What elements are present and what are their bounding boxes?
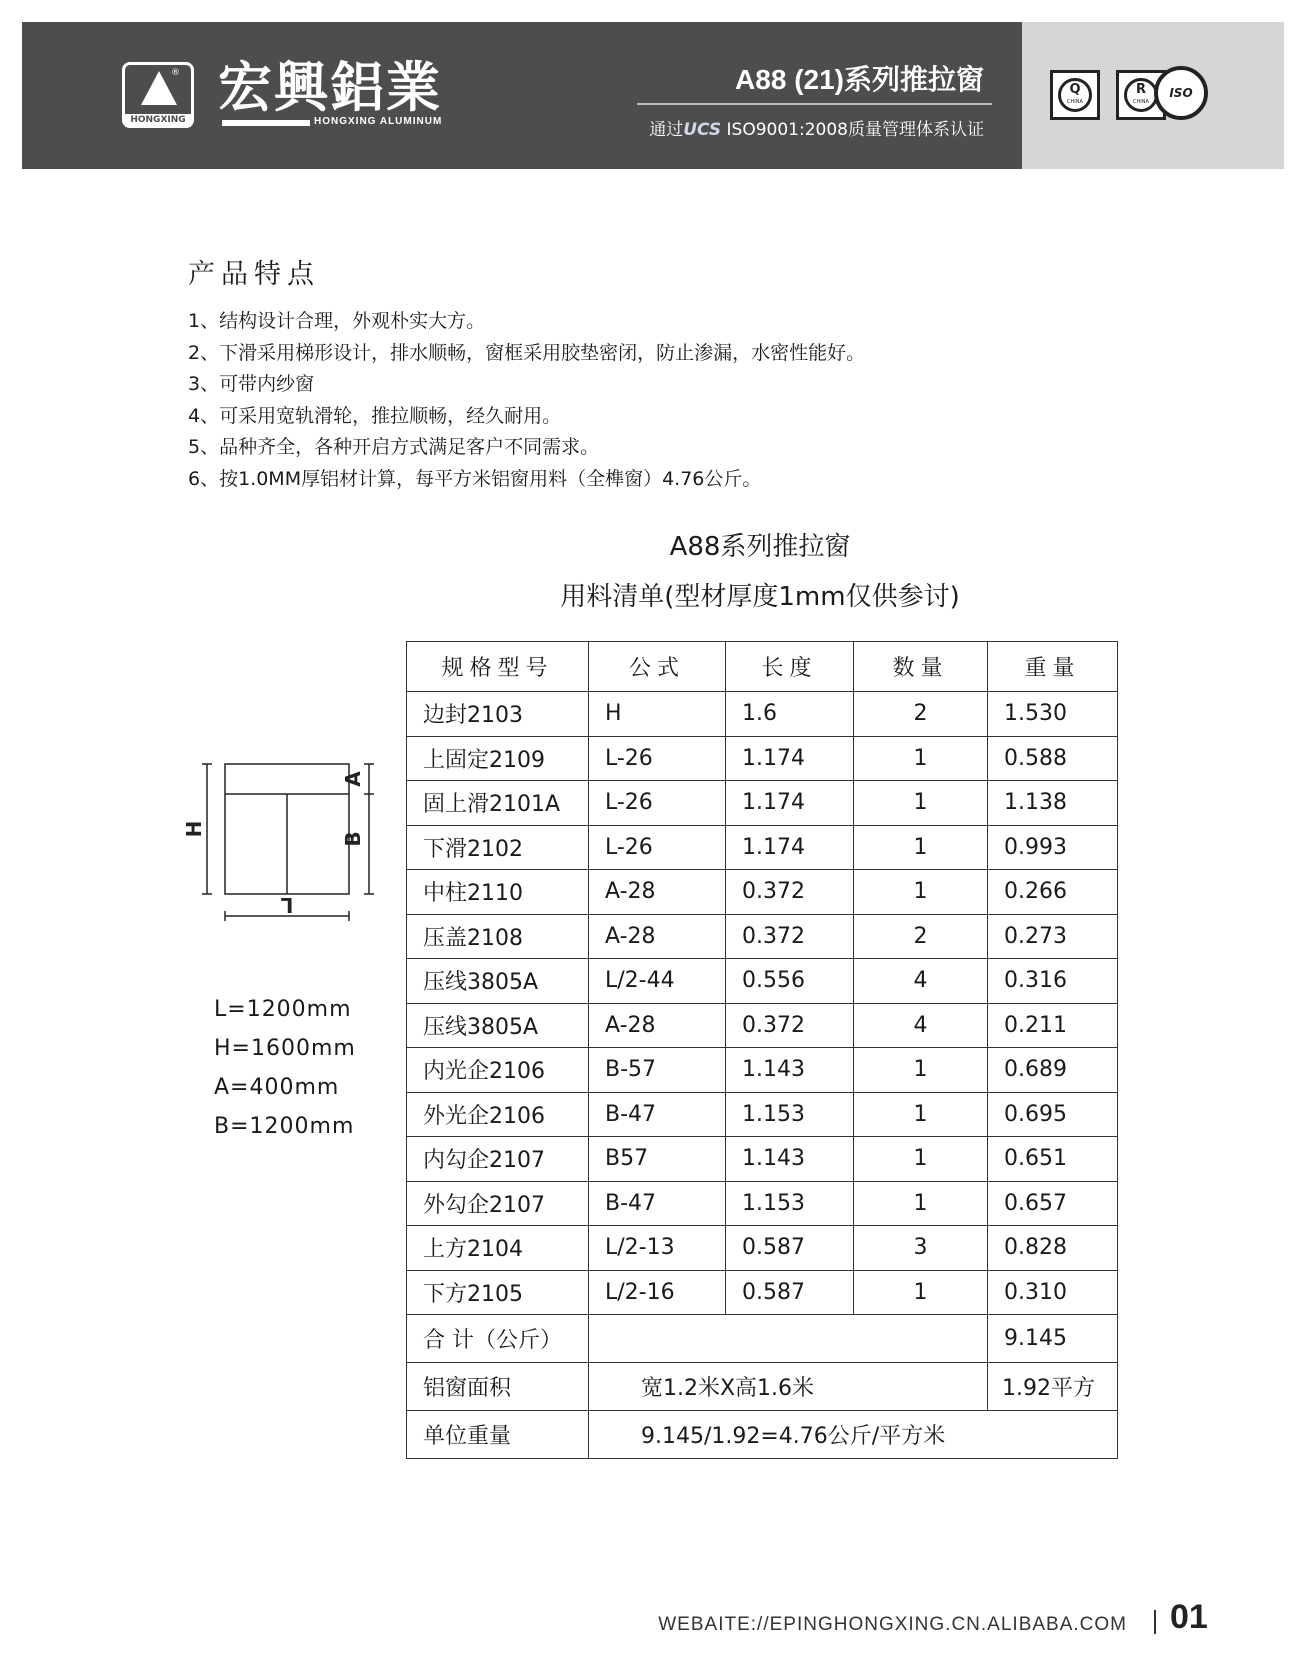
cell-weight: 0.828 [988, 1226, 1118, 1271]
cell-length: 1.174 [726, 781, 854, 826]
cell-weight: 0.651 [988, 1137, 1118, 1182]
table-row [407, 825, 1118, 870]
cell-length: 0.372 [726, 1003, 854, 1048]
cell-quantity: 1 [854, 870, 988, 915]
cell-quantity: 1 [854, 1048, 988, 1093]
cell-quantity: 1 [854, 736, 988, 781]
cell-weight: 0.689 [988, 1048, 1118, 1093]
cell-quantity: 2 [854, 914, 988, 959]
cell-formula: B-47 [589, 1092, 726, 1137]
cell-formula: B57 [589, 1137, 726, 1182]
feature-item: 3、可带内纱窗 [188, 373, 315, 395]
header-divider [637, 103, 992, 105]
series-title: A88 (21)系列推拉窗 [735, 64, 984, 95]
dimension-l: L=1200mm [214, 997, 352, 1022]
quality-badge-ring [1058, 78, 1092, 112]
certification-text [649, 115, 984, 140]
cell-length: 1.143 [726, 1048, 854, 1093]
cell-length: 1.153 [726, 1181, 854, 1226]
h-label: H [182, 820, 206, 838]
table-row [407, 1003, 1118, 1048]
material-table [406, 641, 1118, 1459]
cell-quantity: 1 [854, 1137, 988, 1182]
footer-website-link[interactable]: WEBAITE://EPINGHONGXING.CN.ALIBABA.COM [658, 1614, 1127, 1635]
logo-text: HONGXING [125, 114, 191, 127]
total-empty [589, 1315, 988, 1363]
unit-weight-row [407, 1411, 1118, 1459]
cell-weight: 0.273 [988, 914, 1118, 959]
cell-formula: L-26 [589, 825, 726, 870]
cell-spec: 内勾企2107 [407, 1137, 589, 1182]
ucs-logo-text: UCS [683, 120, 722, 140]
cell-spec: 中柱2110 [407, 870, 589, 915]
dimension-h: H=1600mm [214, 1036, 356, 1061]
cell-spec: 压线3805A [407, 959, 589, 1004]
table-row [407, 1181, 1118, 1226]
area-row [407, 1363, 1118, 1411]
dimension-list [214, 990, 356, 1146]
header-length: 长度 [726, 642, 854, 692]
cell-length: 0.556 [726, 959, 854, 1004]
cell-formula: L/2-13 [589, 1226, 726, 1271]
cert-prefix: 通过 [649, 120, 684, 140]
cell-formula: A-28 [589, 870, 726, 915]
a-label: A [341, 771, 365, 787]
cell-quantity: 1 [854, 825, 988, 870]
cell-formula: B-47 [589, 1181, 726, 1226]
cell-weight: 0.588 [988, 736, 1118, 781]
brand-underline [222, 120, 310, 126]
iso-globe-icon: ISO [1154, 66, 1208, 120]
table-row [407, 959, 1118, 1004]
cell-spec: 下滑2102 [407, 825, 589, 870]
cell-weight: 0.657 [988, 1181, 1118, 1226]
header-quantity: 数量 [854, 642, 988, 692]
cell-spec: 外光企2106 [407, 1092, 589, 1137]
cell-spec: 外勾企2107 [407, 1181, 589, 1226]
cell-spec: 上方2104 [407, 1226, 589, 1271]
cell-quantity: 1 [854, 1181, 988, 1226]
cell-quantity: 1 [854, 1270, 988, 1315]
cell-length: 0.587 [726, 1226, 854, 1271]
quality-badge-letter: Q [1069, 82, 1081, 97]
feature-item: 6、按1.0MM厚铝材计算，每平方米铝窗用料（全榫窗）4.76公斤。 [188, 467, 762, 490]
table-row [407, 781, 1118, 826]
page-number: 01 [1170, 1598, 1208, 1636]
cell-weight: 0.310 [988, 1270, 1118, 1315]
cell-spec: 下方2105 [407, 1270, 589, 1315]
table-row [407, 1270, 1118, 1315]
registered-badge-sub: CHINA [1133, 99, 1149, 105]
table-row [407, 1092, 1118, 1137]
page-header [22, 22, 1284, 169]
cell-quantity: 4 [854, 1003, 988, 1048]
registered-badge-letter: R [1135, 82, 1146, 97]
cell-formula: L/2-44 [589, 959, 726, 1004]
cell-weight: 0.695 [988, 1092, 1118, 1137]
cell-length: 1.153 [726, 1092, 854, 1137]
table-row [407, 736, 1118, 781]
total-row [407, 1315, 1118, 1363]
cell-weight: 1.138 [988, 781, 1118, 826]
table-row [407, 870, 1118, 915]
footer-divider [1154, 1610, 1156, 1634]
cell-formula: H [589, 692, 726, 737]
cell-quantity: 4 [854, 959, 988, 1004]
total-value: 9.145 [988, 1315, 1118, 1363]
b-label: B [341, 831, 365, 847]
cell-length: 1.143 [726, 1137, 854, 1182]
table-row [407, 1226, 1118, 1271]
registered-mark: ® [171, 68, 180, 78]
cell-formula: B-57 [589, 1048, 726, 1093]
features-list [188, 306, 865, 495]
cell-length: 0.587 [726, 1270, 854, 1315]
table-title: A88系列推拉窗 [669, 532, 851, 562]
header-spec: 规格型号 [407, 642, 589, 692]
header-formula: 公式 [589, 642, 726, 692]
cell-formula: L-26 [589, 736, 726, 781]
brand-name-cn: 宏興鋁業 [218, 56, 442, 119]
cell-spec: 内光企2106 [407, 1048, 589, 1093]
cell-quantity: 3 [854, 1226, 988, 1271]
header-weight: 重量 [988, 642, 1118, 692]
unit-weight-formula: 9.145/1.92=4.76公斤/平方米 [589, 1411, 1118, 1459]
unit-weight-label: 单位重量 [407, 1411, 589, 1459]
registered-badge-ring [1124, 78, 1158, 112]
table-row [407, 1048, 1118, 1093]
cell-spec: 边封2103 [407, 692, 589, 737]
l-label: L [280, 893, 294, 917]
feature-item: 1、结构设计合理，外观朴实大方。 [188, 310, 486, 332]
feature-item: 5、品种齐全，各种开启方式满足客户不同需求。 [188, 436, 600, 458]
cell-length: 0.372 [726, 914, 854, 959]
cell-spec: 压盖2108 [407, 914, 589, 959]
dimension-b: B=1200mm [214, 1114, 355, 1139]
table-row [407, 914, 1118, 959]
cell-length: 1.174 [726, 736, 854, 781]
cert-suffix: ISO9001:2008质量管理体系认证 [721, 120, 984, 140]
feature-item: 2、下滑采用梯形设计，排水顺畅，窗框采用胶垫密闭，防止渗漏，水密性能好。 [188, 341, 866, 364]
header-badge-panel [1022, 22, 1284, 169]
cell-formula: A-28 [589, 1003, 726, 1048]
table-row [407, 1137, 1118, 1182]
cell-quantity: 1 [854, 1092, 988, 1137]
table-subtitle: 用料清单(型材厚度1mm仅供参讨) [560, 582, 960, 612]
cell-formula: L-26 [589, 781, 726, 826]
cell-spec: 压线3805A [407, 1003, 589, 1048]
cell-formula: A-28 [589, 914, 726, 959]
area-value: 1.92平方 [988, 1363, 1118, 1411]
hongxing-logo-icon [122, 62, 194, 128]
area-formula: 宽1.2米X高1.6米 [589, 1363, 988, 1411]
quality-badge-sub: CHINA [1067, 99, 1083, 105]
brand-name-en: HONGXING ALUMINUM [314, 116, 443, 127]
feature-item: 4、可采用宽轨滑轮，推拉顺畅，经久耐用。 [188, 404, 562, 427]
cell-spec: 固上滑2101A [407, 781, 589, 826]
cell-weight: 0.211 [988, 1003, 1118, 1048]
cell-quantity: 2 [854, 692, 988, 737]
window-diagram [180, 754, 380, 944]
table-row [407, 692, 1118, 737]
total-label: 合 计（公斤） [407, 1315, 589, 1363]
cell-spec: 上固定2109 [407, 736, 589, 781]
cell-quantity: 1 [854, 781, 988, 826]
quality-cert-badge-icon [1050, 70, 1100, 120]
cell-length: 0.372 [726, 870, 854, 915]
features-title: 产品特点 [188, 259, 320, 290]
cell-length: 1.174 [726, 825, 854, 870]
cell-weight: 0.316 [988, 959, 1118, 1004]
area-label: 铝窗面积 [407, 1363, 589, 1411]
dimension-a: A=400mm [214, 1075, 340, 1100]
table-header-row [407, 642, 1118, 692]
cell-weight: 0.993 [988, 825, 1118, 870]
cell-weight: 0.266 [988, 870, 1118, 915]
cell-weight: 1.530 [988, 692, 1118, 737]
cell-length: 1.6 [726, 692, 854, 737]
cell-formula: L/2-16 [589, 1270, 726, 1315]
